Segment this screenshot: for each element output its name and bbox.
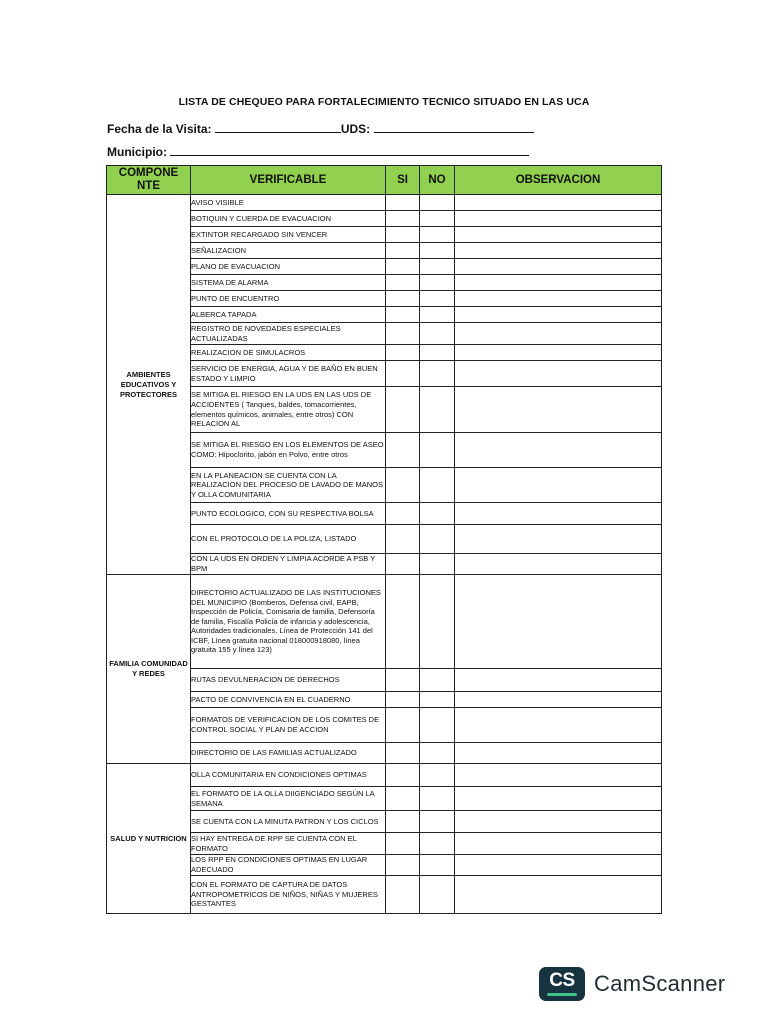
verificable-cell: SEÑALIZACION (191, 243, 386, 259)
si-checkbox-cell[interactable] (386, 764, 420, 787)
table-row (107, 211, 662, 227)
si-checkbox-cell[interactable] (386, 811, 420, 833)
verificable-cell: ALBERCA TAPADA (191, 307, 386, 323)
no-checkbox-cell[interactable] (420, 211, 455, 227)
verificable-cell: CON LA UDS EN ORDEN Y LIMPIA ACORDE A PSB Y BPM (191, 554, 386, 575)
si-checkbox-cell[interactable] (386, 361, 420, 387)
si-checkbox-cell[interactable] (386, 291, 420, 307)
si-checkbox-cell[interactable] (386, 259, 420, 275)
observacion-cell[interactable] (455, 525, 662, 554)
no-checkbox-cell[interactable] (420, 361, 455, 387)
verificable-cell: AVISO VISIBLE (191, 195, 386, 211)
table-row (107, 833, 662, 855)
camscanner-logo (539, 967, 585, 1001)
verificable-cell: PUNTO DE ENCUENTRO (191, 291, 386, 307)
observacion-cell[interactable] (455, 876, 662, 914)
si-checkbox-cell[interactable] (386, 575, 420, 669)
si-checkbox-cell[interactable] (386, 554, 420, 575)
camscanner-brand: CamScanner (594, 971, 726, 996)
si-checkbox-cell[interactable] (386, 211, 420, 227)
no-checkbox-cell[interactable] (420, 669, 455, 692)
table-row (107, 195, 662, 211)
verificable-cell: PLANO DE EVACUACION (191, 259, 386, 275)
header-observacion: OBSERVACION (455, 166, 662, 195)
table-header-row (107, 166, 662, 195)
no-checkbox-cell[interactable] (420, 387, 455, 433)
si-checkbox-cell[interactable] (386, 743, 420, 764)
table-row (107, 669, 662, 692)
fecha-label: Fecha de la Visita: (107, 122, 215, 136)
component-cell: SALUD Y NUTRICION (107, 764, 191, 914)
observacion-cell[interactable] (455, 503, 662, 525)
header-no: NO (420, 166, 455, 195)
table-row (107, 323, 662, 345)
municipio-field[interactable] (170, 143, 529, 156)
observacion-cell[interactable] (455, 708, 662, 743)
table-row (107, 345, 662, 361)
si-checkbox-cell[interactable] (386, 195, 420, 211)
observacion-cell[interactable] (455, 764, 662, 787)
observacion-cell[interactable] (455, 227, 662, 243)
no-checkbox-cell[interactable] (420, 708, 455, 743)
verificable-cell: SE CUENTA CON LA MINUTA PATRON Y LOS CICLOS (191, 811, 386, 833)
observacion-cell[interactable] (455, 361, 662, 387)
no-checkbox-cell[interactable] (420, 811, 455, 833)
observacion-cell[interactable] (455, 855, 662, 876)
observacion-cell[interactable] (455, 787, 662, 811)
si-checkbox-cell[interactable] (386, 787, 420, 811)
verificable-cell: BOTIQUIN Y CUERDA DE EVACUACION (191, 211, 386, 227)
table-row (107, 275, 662, 291)
no-checkbox-cell[interactable] (420, 764, 455, 787)
table-row (107, 764, 662, 787)
verificable-cell: DIRECTORIO DE LAS FAMILIAS ACTUALIZADO (191, 743, 386, 764)
no-checkbox-cell[interactable] (420, 323, 455, 345)
table-row (107, 243, 662, 259)
observacion-cell[interactable] (455, 345, 662, 361)
observacion-cell[interactable] (455, 692, 662, 708)
observacion-cell[interactable] (455, 307, 662, 323)
observacion-cell[interactable] (455, 259, 662, 275)
observacion-cell[interactable] (455, 323, 662, 345)
document-title: LISTA DE CHEQUEO PARA FORTALECIMIENTO TECNICO SITUADO EN LAS UCA (178, 96, 590, 108)
no-checkbox-cell[interactable] (420, 554, 455, 575)
verificable-cell: REGISTRO DE NOVEDADES ESPECIALES ACTUALIZADAS (191, 323, 386, 345)
no-checkbox-cell[interactable] (420, 787, 455, 811)
observacion-cell[interactable] (455, 243, 662, 259)
verificable-cell: OLLA COMUNITARIA EN CONDICIONES OPTIMAS (191, 764, 386, 787)
no-checkbox-cell[interactable] (420, 275, 455, 291)
table-row (107, 307, 662, 323)
municipio-line (107, 143, 529, 159)
camscanner-logo-text: CS (549, 970, 575, 991)
checklist-table (106, 165, 662, 914)
table-row (107, 433, 662, 468)
si-checkbox-cell[interactable] (386, 275, 420, 291)
camscanner-logo-bar (547, 993, 577, 996)
si-checkbox-cell[interactable] (386, 243, 420, 259)
verificable-cell: SE MITIGA EL RIESGO EN LOS ELEMENTOS DE ASEO COMO: Hipoclorito, jabón en Polvo, entre otros (191, 433, 386, 468)
no-checkbox-cell[interactable] (420, 307, 455, 323)
component-cell: AMBIENTES EDUCATIVOS Y PROTECTORES (107, 195, 191, 575)
si-checkbox-cell[interactable] (386, 855, 420, 876)
si-checkbox-cell[interactable] (386, 503, 420, 525)
si-checkbox-cell[interactable] (386, 345, 420, 361)
observacion-cell[interactable] (455, 833, 662, 855)
verificable-cell: SISTEMA DE ALARMA (191, 275, 386, 291)
uds-field[interactable] (374, 120, 534, 133)
no-checkbox-cell[interactable] (420, 468, 455, 503)
table-row (107, 692, 662, 708)
fecha-uds-line (107, 120, 534, 136)
table-row (107, 468, 662, 503)
no-checkbox-cell[interactable] (420, 227, 455, 243)
observacion-cell[interactable] (455, 195, 662, 211)
table-row (107, 743, 662, 764)
si-checkbox-cell[interactable] (386, 387, 420, 433)
no-checkbox-cell[interactable] (420, 243, 455, 259)
table-row (107, 787, 662, 811)
table-row (107, 503, 662, 525)
observacion-cell[interactable] (455, 387, 662, 433)
no-checkbox-cell[interactable] (420, 833, 455, 855)
observacion-cell[interactable] (455, 211, 662, 227)
si-checkbox-cell[interactable] (386, 669, 420, 692)
observacion-cell[interactable] (455, 468, 662, 503)
si-checkbox-cell[interactable] (386, 833, 420, 855)
no-checkbox-cell[interactable] (420, 503, 455, 525)
uds-label: UDS: (340, 122, 374, 136)
observacion-cell[interactable] (455, 291, 662, 307)
component-cell: FAMILIA COMUNIDAD Y REDES (107, 575, 191, 764)
observacion-cell[interactable] (455, 743, 662, 764)
table-row (107, 361, 662, 387)
table-row (107, 876, 662, 914)
checklist-body (107, 195, 662, 914)
municipio-label: Municipio: (107, 145, 171, 159)
si-checkbox-cell[interactable] (386, 468, 420, 503)
si-checkbox-cell[interactable] (386, 708, 420, 743)
table-row (107, 259, 662, 275)
verificable-cell: DIRECTORIO ACTUALIZADO DE LAS INSTITUCIONES DEL MUNICIPIO (Bomberos, Defensa civil, EAPB, Inspección de Policía, Comisaria de familia, Defensoría de familia, Fiscalía Policía de infancia y adolescencia, Autoridades tradicionales, Línea de Protección 141 del ICBF, Línea gratuita nacional 018000918080, línea gratuita 155 y línea 123) (191, 575, 386, 669)
header-verificable: VERIFICABLE (191, 166, 386, 195)
header-componente: COMPONE NTE (107, 166, 191, 195)
verificable-cell: REALIZACION DE SIMULACROS (191, 345, 386, 361)
observacion-cell[interactable] (455, 575, 662, 669)
verificable-cell: PACTO DE CONVIVENCIA EN EL CUADERNO (191, 692, 386, 708)
table-row (107, 554, 662, 575)
verificable-cell: FORMATOS DE VERIFICACION DE LOS COMITES DE CONTROL SOCIAL Y PLAN DE ACCION (191, 708, 386, 743)
si-checkbox-cell[interactable] (386, 323, 420, 345)
observacion-cell[interactable] (455, 669, 662, 692)
observacion-cell[interactable] (455, 433, 662, 468)
verificable-cell: RUTAS DEVULNERACION DE DERECHOS (191, 669, 386, 692)
verificable-cell: PUNTO ECOLOGICO, CON SU RESPECTIVA BOLSA (191, 503, 386, 525)
si-checkbox-cell[interactable] (386, 307, 420, 323)
verificable-cell: SE MITIGA EL RIESGO EN LA UDS EN LAS UDS DE ACCIDENTES ( Tanques, baldes, tomacorrientes, elementos químicos, animales, entre otros) CON RELACION AL (191, 387, 386, 433)
table-row (107, 525, 662, 554)
no-checkbox-cell[interactable] (420, 525, 455, 554)
observacion-cell[interactable] (455, 554, 662, 575)
verificable-cell: CON EL PROTOCOLO DE LA POLIZA, LISTADO (191, 525, 386, 554)
header-si: SI (386, 166, 420, 195)
table-row (107, 227, 662, 243)
verificable-cell: EL FORMATO DE LA OLLA DIIGENCIADO SEGÚN LA SEMANA (191, 787, 386, 811)
no-checkbox-cell[interactable] (420, 855, 455, 876)
no-checkbox-cell[interactable] (420, 195, 455, 211)
verificable-cell: EXTINTOR RECARGADO SIN VENCER (191, 227, 386, 243)
table-row (107, 855, 662, 876)
no-checkbox-cell[interactable] (420, 692, 455, 708)
verificable-cell: LOS RPP EN CONDICIONES OPTIMAS EN LUGAR ADECUADO (191, 855, 386, 876)
no-checkbox-cell[interactable] (420, 575, 455, 669)
verificable-cell: SERVICIO DE ENERGIA, AGUA Y DE BAÑO EN BUEN ESTADO Y LIMPIO (191, 361, 386, 387)
verificable-cell: EN LA PLANEACION SE CUENTA CON LA REALIZACION DEL PROCESO DE LAVADO DE MANOS Y OLLA COMUNITARIA (191, 468, 386, 503)
table-row (107, 811, 662, 833)
no-checkbox-cell[interactable] (420, 291, 455, 307)
si-checkbox-cell[interactable] (386, 692, 420, 708)
no-checkbox-cell[interactable] (420, 743, 455, 764)
verificable-cell: CON EL FORMATO DE CAPTURA DE DATOS ANTROPOMETRICOS DE NIÑOS, NIÑAS Y MUJERES GESTANTES (191, 876, 386, 914)
observacion-cell[interactable] (455, 811, 662, 833)
fecha-field[interactable] (215, 120, 341, 133)
verificable-cell: SI HAY ENTREGA DE RPP SE CUENTA CON EL FORMATO (191, 833, 386, 855)
no-checkbox-cell[interactable] (420, 259, 455, 275)
table-row (107, 575, 662, 669)
no-checkbox-cell[interactable] (420, 345, 455, 361)
si-checkbox-cell[interactable] (386, 227, 420, 243)
si-checkbox-cell[interactable] (386, 525, 420, 554)
table-row (107, 291, 662, 307)
si-checkbox-cell[interactable] (386, 433, 420, 468)
no-checkbox-cell[interactable] (420, 876, 455, 914)
no-checkbox-cell[interactable] (420, 433, 455, 468)
observacion-cell[interactable] (455, 275, 662, 291)
table-row (107, 708, 662, 743)
si-checkbox-cell[interactable] (386, 876, 420, 914)
table-row (107, 387, 662, 433)
